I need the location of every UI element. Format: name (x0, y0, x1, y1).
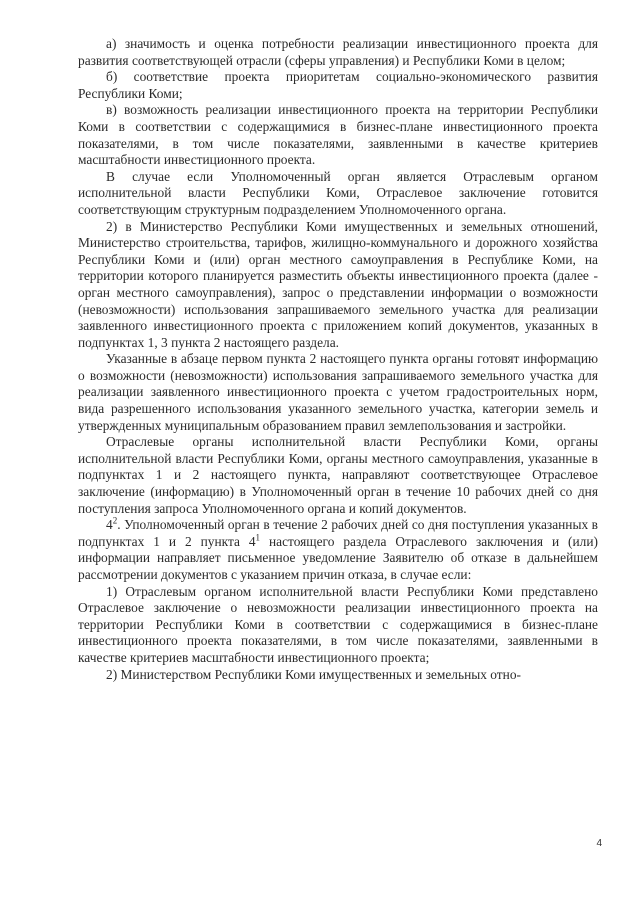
paragraph-authorized-body: В случае если Уполномоченный орган является Отраслевым органом исполнительной власти Республики Коми, Отраслевое заключение готовится соответствующим структурным подразделением Уполномоченного органа. (78, 168, 598, 217)
paragraph-b: б) соответствие проекта приоритетам социально-экономического развития Республики Коми; (78, 69, 598, 101)
paragraph-subitem-1: 1) Отраслевым органом исполнительной власти Республики Коми представлено Отраслевое заключение о невозможности реализации инвестиционного проекта на территории Республики Коми в соответствии с содержащимися в бизнес-плане инвестиционного проекта показателями, в том числе показателями, заявленными в качестве критериев масштабности инвестиционного проекта; (78, 583, 598, 665)
document-body (78, 36, 598, 683)
paragraph-item-2: 2) в Министерство Республики Коми имущественных и земельных отношений, Министерство строительства, тарифов, жилищно-коммунального и дорожного хозяйства Республики Коми и (или) орган местного самоуправления в Республике Коми, на территории которого планируется разместить объекты инвестиционного проекта (далее - орган местного самоуправления), запрос о представлении информации о возможности (невозможности) использования запрашиваемого земельного участка для реализации заявленного инвестиционного проекта с приложением копий документов, указанных в подпунктах 1, 3 пункта 2 настоящего раздела. (78, 218, 598, 350)
paragraph-v: в) возможность реализации инвестиционного проекта на территории Республики Коми в соответствии с содержащимися в бизнес-плане инвестиционного проекта показателями, в том числе показателями, заявленными в качестве критериев масштабности инвестиционного проекта. (78, 102, 598, 168)
reference-superscript: 1 (255, 532, 261, 543)
paragraph-bodies-prepare: Указанные в абзаце первом пункта 2 настоящего пункта органы готовят информацию о возможности (невозможности) использования запрашиваемого земельного участка для реализации заявленного инвестиционного проекта с учетом градостроительных норм, вида разрешенного использования указанного земельного участка, категории земель и утвержденных муниципальным образованием правил землепользования и застройки. (78, 351, 598, 433)
item-text-part-a: . Уполномоченный орган в течение 2 рабочих дней со дня поступления указанных в подпунктах 1 и 2 пункта 4 (78, 517, 598, 549)
paragraph-item-4-2 (78, 517, 598, 583)
item-number: 4 (106, 517, 113, 533)
paragraph-subitem-2: 2) Министерством Республики Коми имущественных и земельных отно- (106, 666, 521, 682)
item-superscript: 2 (112, 515, 118, 526)
item-text-part-b: настоящего раздела Отраслевого заключения и (или) информации направляет письменное уведомление Заявителю об отказе в дальнейшем рассмотрении документов с указанием причин отказа, в случае если: (78, 533, 598, 582)
paragraph-sector-bodies: Отраслевые органы исполнительной власти Республики Коми, органы исполнительной власти Республики Коми, органы местного самоуправления, указанные в подпунктах 1 и 2 настоящего пункта, направляют соответствующее Отраслевое заключение (информацию) в Уполномоченный орган в течение 10 рабочих дней со дня поступления запроса Уполномоченного органа и копий документов. (78, 434, 598, 516)
page-number: 4 (596, 838, 602, 849)
paragraph-a: а) значимость и оценка потребности реализации инвестиционного проекта для развития соответствующей отрасли (сферы управления) и Республики Коми в целом; (78, 36, 598, 68)
